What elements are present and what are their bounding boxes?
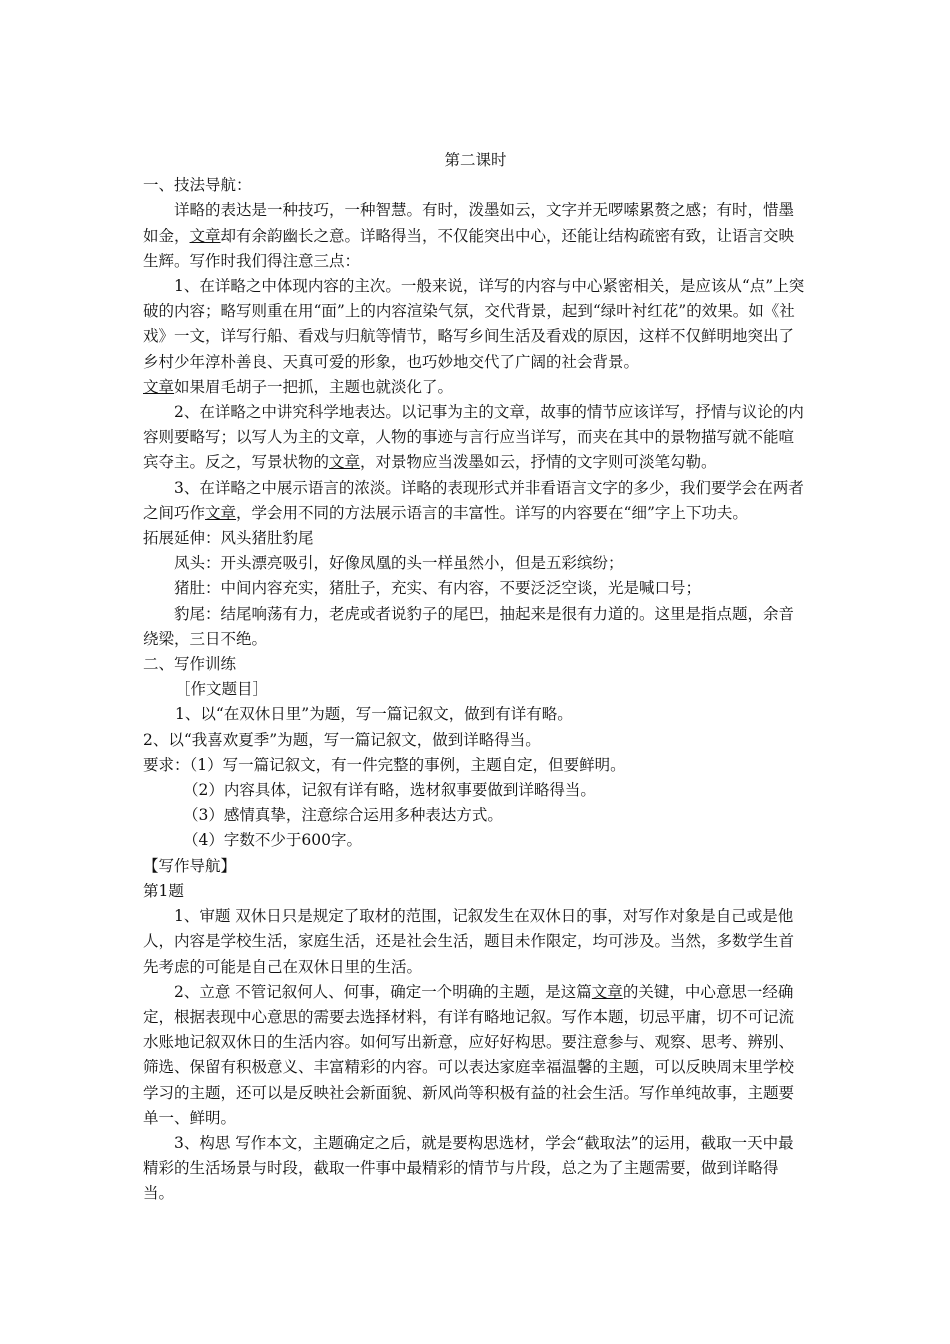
text: ，对景物应当泼墨如云，抒情的文字则可淡笔勾勒。 bbox=[360, 453, 717, 472]
page-title: 第二课时 bbox=[444, 151, 507, 169]
text: 的关键，中心意思一经确定，根据表现中心意思的需要去选择材料，有详有略地记叙。写作本题，切忌平庸，切不可记流水账地记叙双休日的生活内容。如何写出新意，应好好构思。要注意参与、观察、思考、辨别、筛选、保留有积极意义、丰富精彩的内容。可以表达家庭幸福温馨的主题，可以反映周末里学校学习的主题，还可以是反映社会新面貌、新风尚等积极有益的社会生活。写作单纯故事，主题要单一、鲜明。 bbox=[143, 982, 795, 1127]
text: 详略的表达是一种技巧，一种智慧。有时，泼墨如云，文字并无啰嗦累赘之感；有时，惜墨如金， bbox=[143, 201, 795, 245]
text: 2、在详略之中讲究科学地表达。以记事为主的文章，故事的情节应该详写，抒情与议论的内容则要略写；以写人为主的文章，人物的事迹与言行应当详写，而夹在其中的景物描写就不能喧宾夺主。反之，写景状物的 bbox=[143, 403, 804, 472]
document-page bbox=[143, 148, 808, 1207]
text: 如果眉毛胡子一把抓，主题也就淡化了。 bbox=[174, 377, 454, 396]
topic-item: 1、以“在双休日里”为题，写一篇记叙文，做到有详有略。 bbox=[175, 705, 573, 724]
section-heading: 二、写作训练 bbox=[143, 655, 237, 674]
article-link[interactable]: 文章 bbox=[329, 453, 361, 472]
text: 2、立意 不管记叙何人、何事，确定一个明确的主题，是这篇 bbox=[174, 982, 592, 1001]
paragraph: 猪肚：中间内容充实，猪肚子，充实、有内容，不要泛泛空谈，光是喊口号； bbox=[174, 579, 702, 598]
section-heading: 一、技法导航： bbox=[143, 176, 252, 195]
section-heading: 拓展延伸：风头猪肚豹尾 bbox=[143, 529, 314, 548]
requirement: （3）感情真挚，注意综合运用多种表达方式。 bbox=[183, 806, 503, 825]
article-link[interactable]: 文章 bbox=[189, 226, 221, 245]
paragraph: 豹尾：结尾响荡有力，老虎或者说豹子的尾巴，抽起来是很有力道的。这里是指点题，余音绕梁，三日不绝。 bbox=[143, 604, 795, 648]
requirement: （4）字数不少于600字。 bbox=[183, 831, 362, 850]
paragraph bbox=[143, 375, 808, 400]
text: 3、在详略之中展示语言的浓淡。详略的表现形式并非看语言文字的多少，我们要学会在两者之间巧作 bbox=[143, 478, 804, 522]
paragraph: 凤头：开头漂亮吸引，好像凤凰的头一样虽然小，但是五彩缤纷； bbox=[174, 554, 624, 573]
paragraph: 1、在详略之中体现内容的主次。一般来说，详写的内容与中心紧密相关，是应该从“点”上突破的内容；略写则重在用“面”上的内容渲染气氛，交代背景，起到“绿叶衬红花”的效果。如《社戏》一文，详写行船、看戏与归航等情节，略写乡间生活及看戏的原因，这样不仅鲜明地突出了乡村少年淳朴善良、天真可爱的形象，也巧妙地交代了广阔的社会背景。 bbox=[143, 277, 805, 371]
paragraph bbox=[143, 476, 808, 526]
paragraph: 3、构思 写作本文，主题确定之后，就是要构思选材，学会“截取法”的运用，截取一天中最精彩的生活场景与时段，截取一件事中最精彩的情节与片段，总之为了主题需要，做到详略得当。 bbox=[143, 1133, 794, 1203]
text: ，学会用不同的方法展示语言的丰富性。详写的内容要在“细”字上下功夫。 bbox=[236, 503, 748, 522]
article-link[interactable]: 文章 bbox=[205, 503, 237, 522]
paragraph bbox=[143, 198, 808, 274]
text: 却有余韵幽长之意。详略得当，不仅能突出中心，还能让结构疏密有致，让语言交映生辉。写作时我们得注意三点： bbox=[143, 226, 795, 270]
section-heading: 【写作导航】 bbox=[143, 856, 237, 875]
paragraph: 1、审题 双休日只是规定了取材的范围，记叙发生在双休日的事，对写作对象是自己或是他人，内容是学校生活，家庭生活，还是社会生活，题目未作限定，均可涉及。当然，多数学生首先考虑的可能是自己在双休日里的生活。 bbox=[143, 907, 795, 976]
paragraph bbox=[143, 400, 808, 476]
article-link[interactable]: 文章 bbox=[143, 377, 175, 396]
topic-label: ［作文题目］ bbox=[175, 680, 269, 699]
topic-item: 2、以“我喜欢夏季”为题，写一篇记叙文，做到详略得当。 bbox=[143, 730, 541, 749]
requirement: 要求：（1）写一篇记叙文，有一件完整的事例，主题自定，但要鲜明。 bbox=[143, 755, 626, 774]
sub-heading: 第1题 bbox=[143, 881, 184, 900]
article-link[interactable]: 文章 bbox=[591, 982, 623, 1001]
requirement: （2）内容具体，记叙有详有略，选材叙事要做到详略得当。 bbox=[183, 781, 596, 800]
paragraph bbox=[143, 980, 808, 1131]
